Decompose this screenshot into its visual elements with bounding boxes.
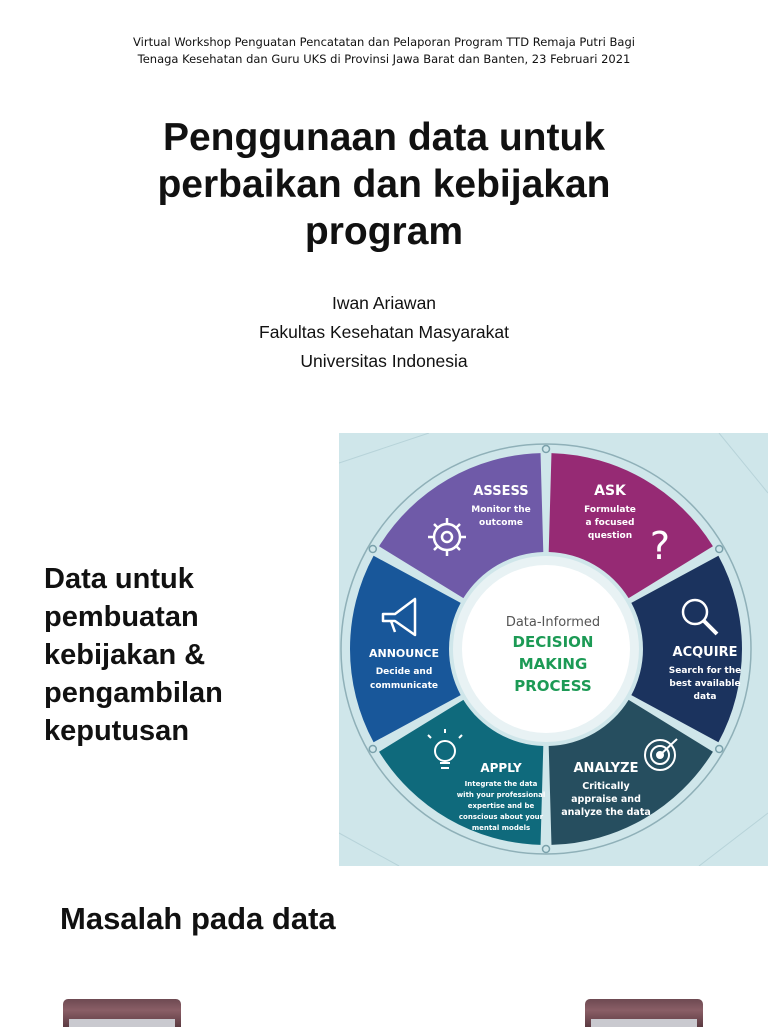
author-block xyxy=(0,289,768,376)
section-heading xyxy=(44,560,324,750)
title-line-3: program xyxy=(304,210,464,253)
acquire-line-3: data xyxy=(693,692,717,702)
author-faculty: Fakultas Kesehatan Masyarakat xyxy=(259,322,509,342)
author-name: Iwan Ariawan xyxy=(331,293,437,313)
announce-title: ANNOUNCE xyxy=(368,647,440,660)
decision-cycle-diagram xyxy=(339,433,768,866)
apply-line-5: mental models xyxy=(471,824,531,832)
title-line-2: perbaikan dan kebijakan xyxy=(157,163,611,206)
author-university: Universitas Indonesia xyxy=(300,351,468,371)
title-line-1: Penggunaan data untuk xyxy=(162,116,606,159)
masalah-heading: Masalah pada data xyxy=(60,901,336,936)
ask-junction-dot xyxy=(543,446,550,453)
section-line-3: kebijakan & xyxy=(44,639,206,671)
ask-line-3: question xyxy=(587,531,633,541)
slide-title xyxy=(84,114,684,255)
analyze-line-2: appraise and xyxy=(571,794,641,805)
center-line-1: DECISION xyxy=(512,633,594,651)
assess-title: ASSESS xyxy=(473,484,529,499)
ask-line-2: a focused xyxy=(585,518,635,528)
ask-line-1: Formulate xyxy=(584,505,636,515)
acquire-title: ACQUIRE xyxy=(672,645,738,660)
apply-line-3: expertise and be xyxy=(467,802,535,810)
analyze-junction-dot xyxy=(716,746,723,753)
apply-line-4: conscious about your xyxy=(458,813,544,821)
acquire-line-1: Search for the xyxy=(668,666,742,676)
workshop-header xyxy=(0,34,768,68)
assess-junction-dot xyxy=(369,546,376,553)
section-line-2: pembuatan xyxy=(44,601,199,633)
ask-title: ASK xyxy=(594,483,626,499)
apply-junction-dot xyxy=(543,846,550,853)
workshop-line-1: Virtual Workshop Penguatan Pencatatan dan Pelaporan Program TTD Remaja Putri Bagi xyxy=(133,35,635,49)
section-line-1: Data untuk xyxy=(44,563,194,595)
apply-line-2: with your professional xyxy=(456,791,546,799)
apply-line-1: Integrate the data xyxy=(464,780,538,788)
center-line-2: MAKING xyxy=(518,655,588,673)
analyze-title: ANALYZE xyxy=(573,761,639,776)
assess-line-2: outcome xyxy=(479,518,523,528)
announce-line-1: Decide and xyxy=(375,667,433,677)
analyze-line-1: Critically xyxy=(582,781,630,792)
announce-line-2: communicate xyxy=(370,681,438,691)
apply-title: APPLY xyxy=(480,761,522,775)
section-line-4: pengambilan xyxy=(44,677,223,709)
analyze-line-3: analyze the data xyxy=(561,807,651,818)
section-line-5: keputusan xyxy=(44,715,190,747)
acquire-line-2: best available xyxy=(669,679,741,689)
binder-image-left xyxy=(63,999,181,1027)
decision-cycle-figure xyxy=(339,433,768,866)
announce-junction-dot xyxy=(369,746,376,753)
acquire-junction-dot xyxy=(716,546,723,553)
workshop-line-2: Tenaga Kesehatan dan Guru UKS di Provinsi Jawa Barat dan Banten, 23 Februari 2021 xyxy=(137,52,631,66)
assess-line-1: Monitor the xyxy=(471,505,531,515)
binder-image-right xyxy=(585,999,703,1027)
center-top-text: Data-Informed xyxy=(505,615,601,630)
question-mark-icon: ? xyxy=(649,524,671,568)
center-line-3: PROCESS xyxy=(514,677,592,695)
